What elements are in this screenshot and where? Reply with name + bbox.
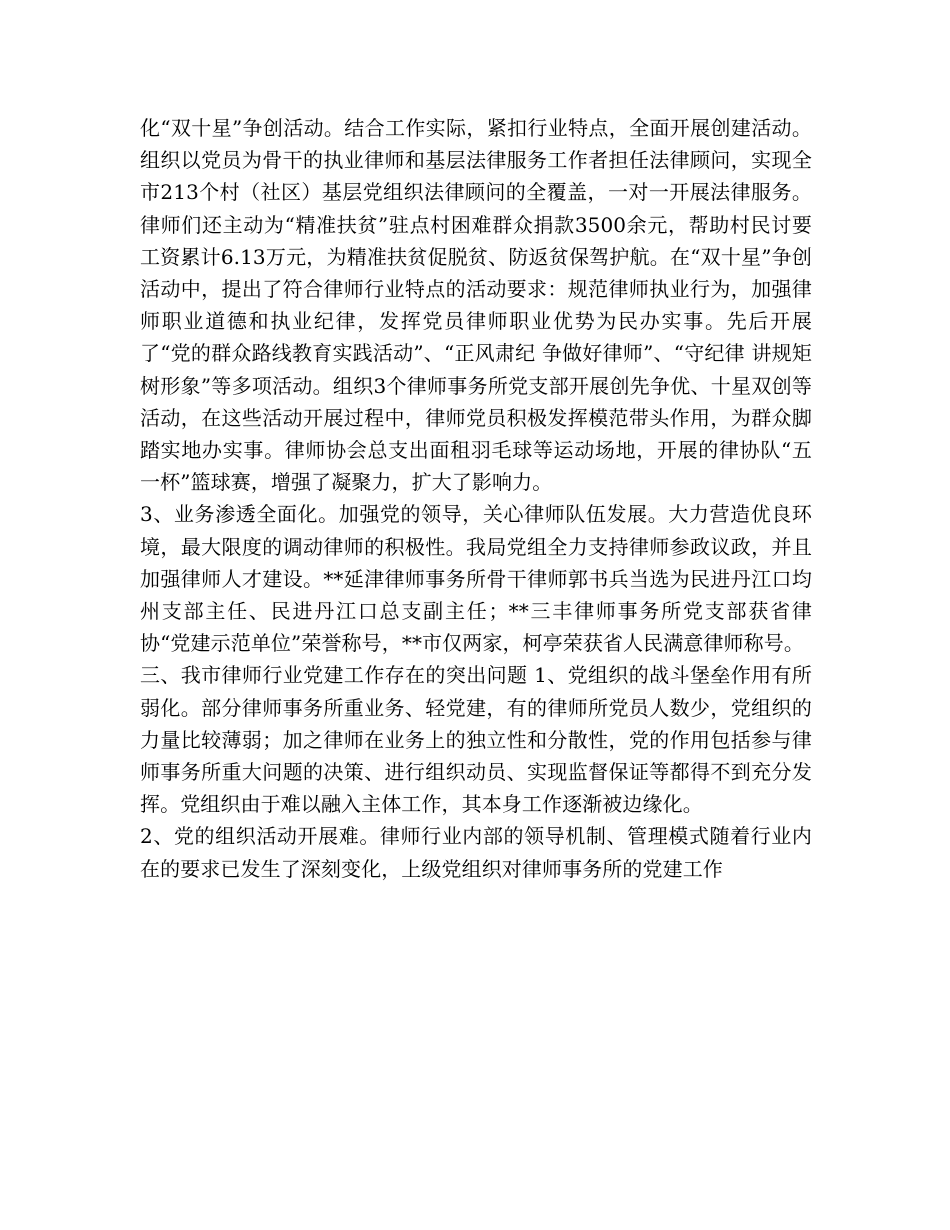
paragraph-organization-activities: 2、党的组织活动开展难。律师行业内部的领导机制、管理模式随着行业内在的要求已发生了深刻变化，上级党组织对律师事务所的党建工作 <box>140 824 812 881</box>
paragraph-section-three-problems: 三、我市律师行业党建工作存在的突出问题 1、党组织的战斗堡垒作用有所弱化。部分律师事务所重业务、轻党建，有的律师所党员人数少，党组织的力量比较薄弱；加之律师在业务上的独立性和分散性，党的作用包括参与律师事务所重大问题的决策、进行组织动员、实现监督保证等都得不到充分发挥。党组织由于难以融入主体工作，其本身工作逐渐被边缘化。 <box>140 663 812 817</box>
paragraph-business-penetration: 3、业务渗透全面化。加强党的领导，关心律师队伍发展。大力营造优良环境，最大限度的调动律师的积极性。我局党组全力支持律师参政议政，并且加强律师人才建设。**延津律师事务所骨干律师郭书兵当选为民进丹江口均州支部主任、民进丹江口总支副主任；**三丰律师事务所党支部获省律协“党建示范单位”荣誉称号，**市仅两家，柯亭荣获省人民满意律师称号。 <box>140 502 812 656</box>
paragraph-double-ten-star: 化“双十星”争创活动。结合工作实际，紧扣行业特点，全面开展创建活动。组织以党员为骨干的执业律师和基层法律服务工作者担任法律顾问，实现全市213个村（社区）基层党组织法律顾问的全覆盖，一对一开展法律服务。律师们还主动为“精准扶贫”驻点村困难群众捐款3500余元，帮助村民讨要工资累计6.13万元，为精准扶贫促脱贫、防返贫保驾护航。在“双十星”争创活动中，提出了符合律师行业特点的活动要求：规范律师执业行为，加强律师职业道德和执业纪律，发挥党员律师职业优势为民办实事。先后开展了“党的群众路线教育实践活动”、“正风肃纪 争做好律师”、“守纪律 讲规矩 树形象”等多项活动。组织3个律师事务所党支部开展创先争优、十星双创等活动，在这些活动开展过程中，律师党员积极发挥模范带头作用，为群众脚踏实地办实事。律师协会总支出面租羽毛球等运动场地，开展的律协队“五一杯”篮球赛，增强了凝聚力，扩大了影响力。 <box>140 116 812 495</box>
document-body <box>140 112 812 885</box>
